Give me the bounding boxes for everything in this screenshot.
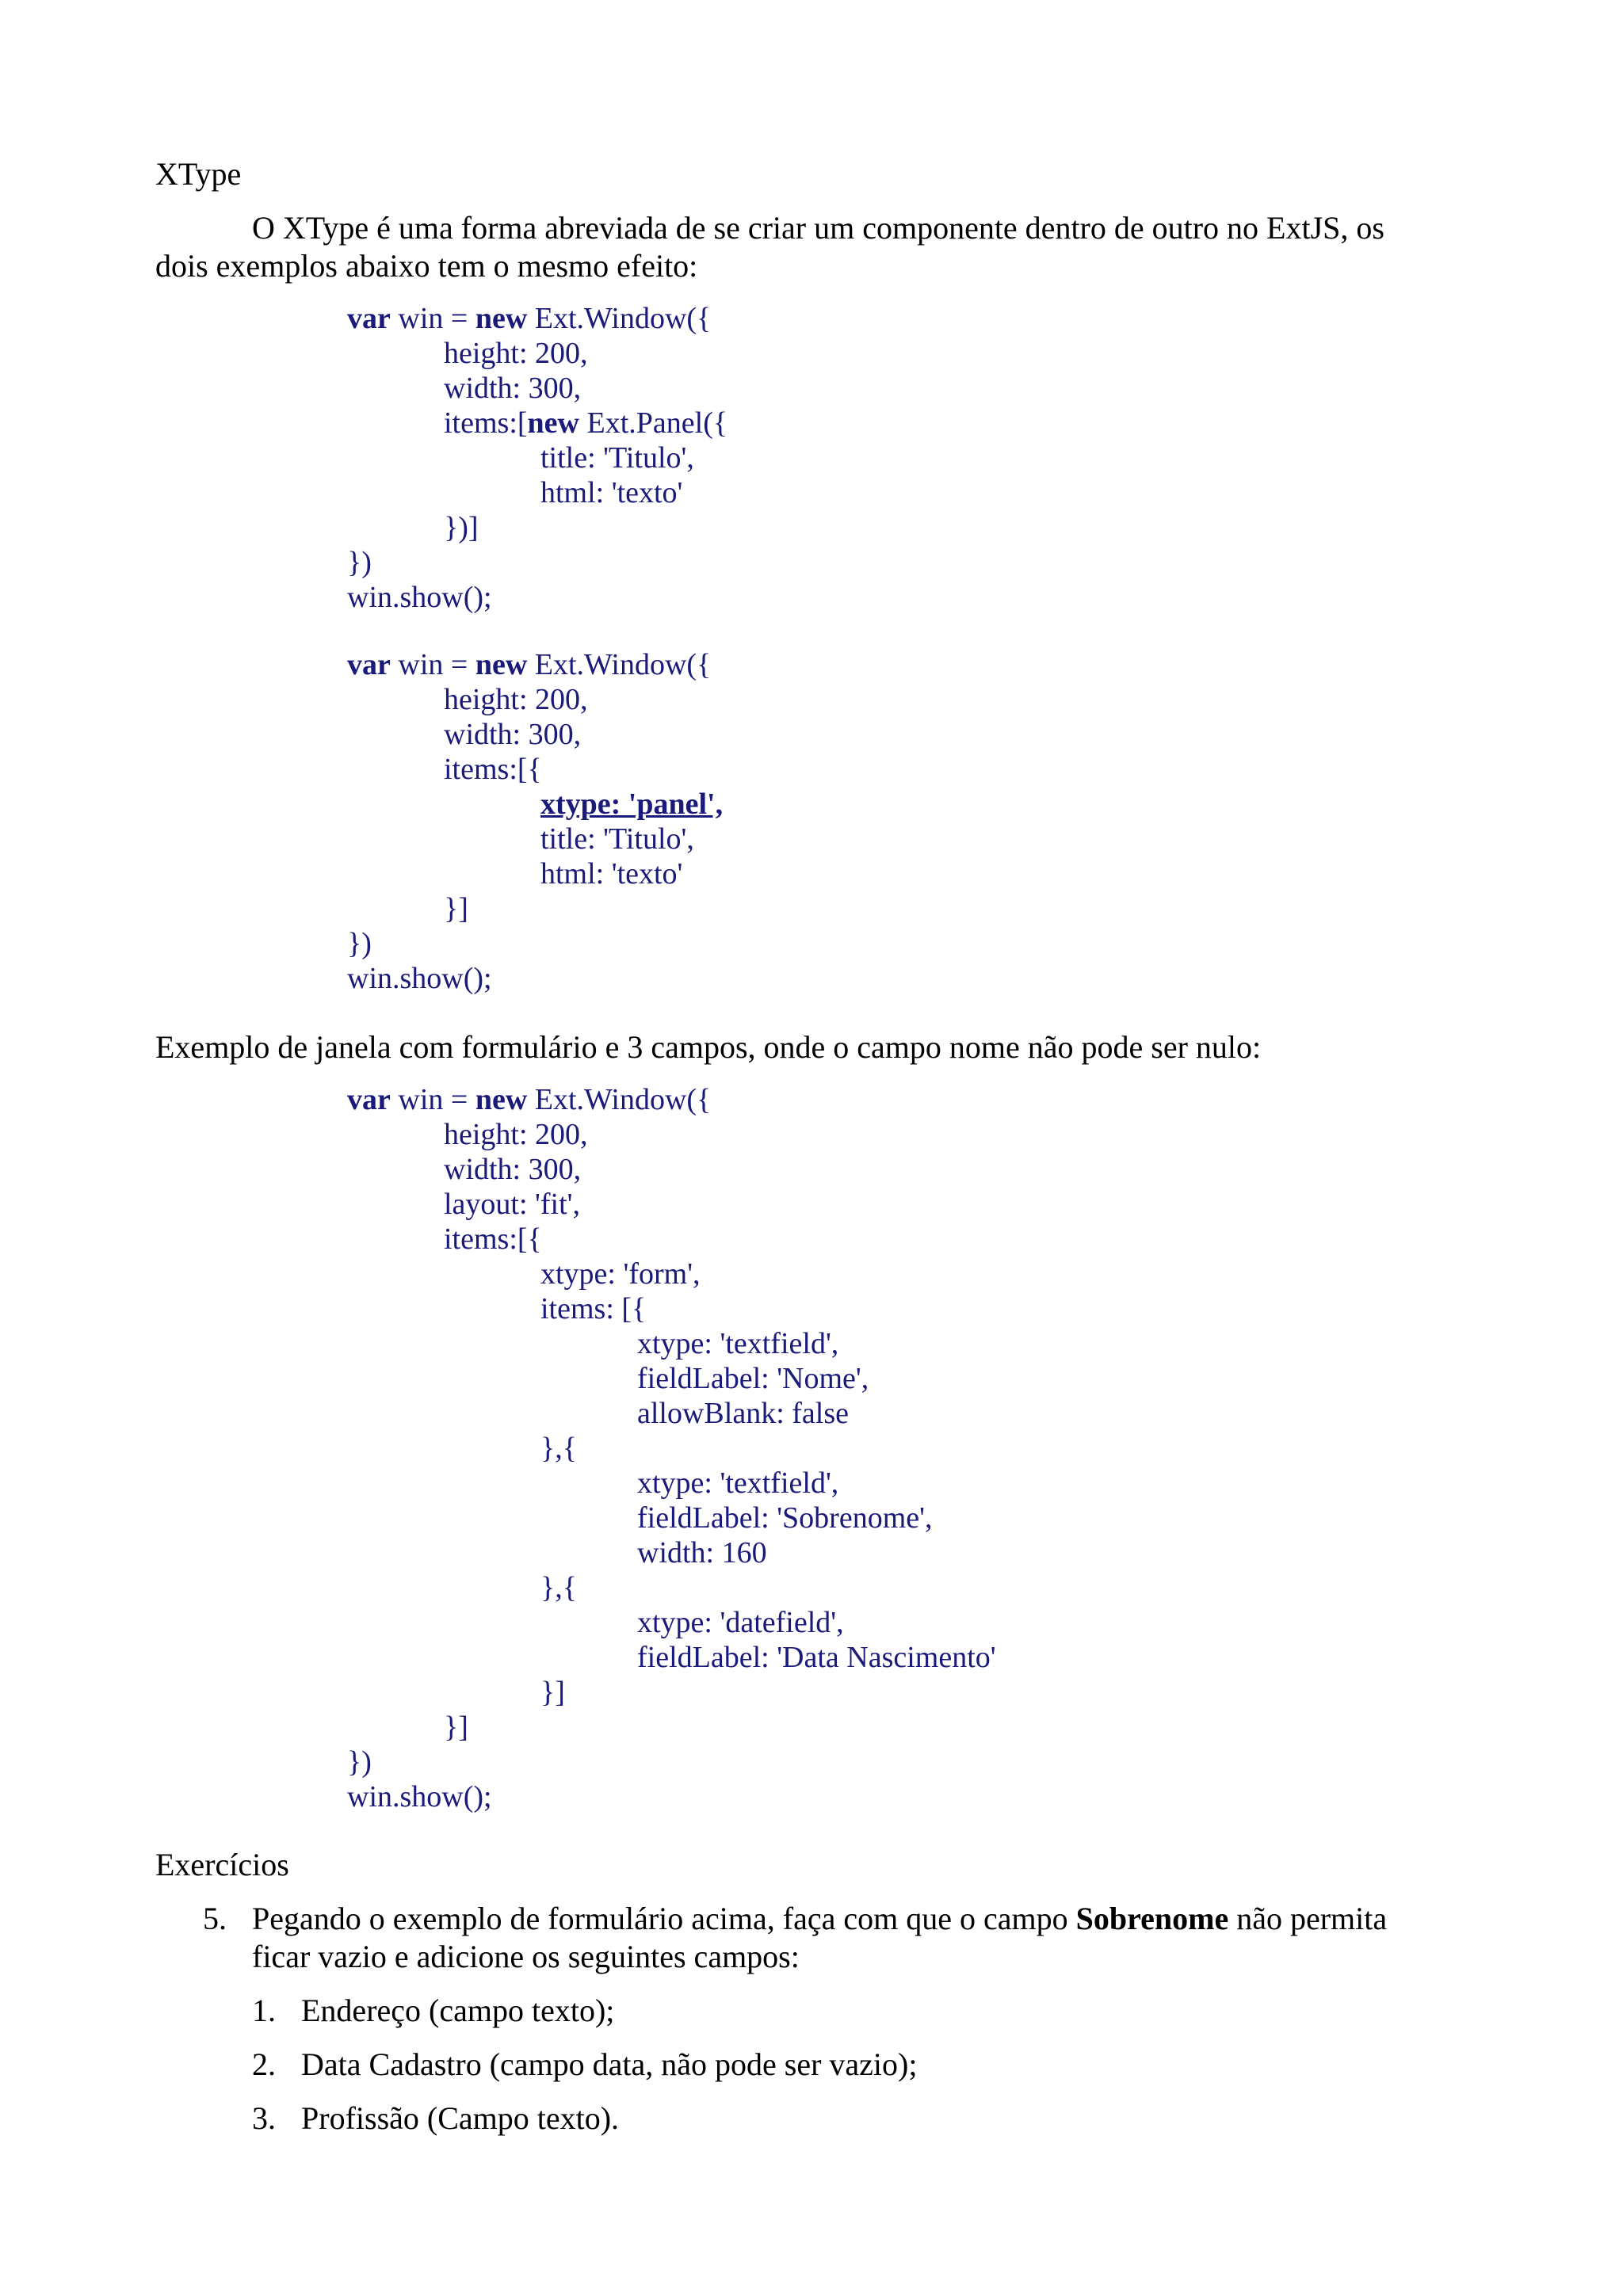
- list-item-number: 3.: [252, 2100, 276, 2136]
- keyword-var: var: [347, 302, 391, 335]
- code3-line-5: items:[{: [444, 1222, 542, 1256]
- code3-line-2: height: 200,: [444, 1118, 588, 1151]
- exercise-line-1: Pegando o exemplo de formulário acima, faça com que o campo Sobrenome não permita: [252, 1901, 1388, 1936]
- code1-line-1: var win = new Ext.Window({: [347, 302, 712, 335]
- code3-line-3: width: 300,: [444, 1153, 582, 1186]
- list-item-number: 2.: [252, 2046, 276, 2082]
- keyword-var: var: [347, 1083, 391, 1116]
- code2-line-6: title: 'Titulo',: [540, 822, 694, 856]
- code3-line-7: items: [{: [540, 1292, 647, 1325]
- code2-line-9: }): [347, 927, 372, 960]
- code2-line-2: height: 200,: [444, 683, 588, 716]
- exercises-heading: Exercícios: [155, 1847, 289, 1882]
- xtype-panel-highlight: xtype: 'panel',: [540, 788, 724, 821]
- list-item: Endereço (campo texto);: [301, 1993, 615, 2028]
- code3-line-9: fieldLabel: 'Nome',: [637, 1362, 869, 1395]
- code1-line-8: }): [347, 546, 372, 579]
- code3-line-13: fieldLabel: 'Sobrenome',: [637, 1501, 933, 1535]
- code3-line-19: }]: [444, 1711, 468, 1744]
- code1-line-5: title: 'Titulo',: [540, 441, 694, 475]
- code3-line-15: },{: [540, 1571, 577, 1604]
- list-item-number: 1.: [252, 1993, 276, 2028]
- code3-line-4: layout: 'fit',: [444, 1188, 581, 1221]
- code3-line-18: }]: [540, 1676, 565, 1709]
- list-item: Profissão (Campo texto).: [301, 2100, 620, 2136]
- code3-line-21: win.show();: [347, 1780, 492, 1814]
- exercise-number: 5.: [203, 1901, 227, 1936]
- code1-line-9: win.show();: [347, 581, 492, 614]
- keyword-new: new: [527, 406, 579, 440]
- keyword-new: new: [475, 648, 528, 681]
- code2-line-3: width: 300,: [444, 718, 582, 751]
- code3-line-12: xtype: 'textfield',: [637, 1466, 839, 1500]
- code2-line-10: win.show();: [347, 962, 492, 995]
- keyword-var: var: [347, 648, 391, 681]
- code3-line-16: xtype: 'datefield',: [637, 1606, 844, 1639]
- list-item: Data Cadastro (campo data, não pode ser vazio);: [301, 2046, 918, 2082]
- code1-line-2: height: 200,: [444, 337, 588, 370]
- code3-line-10: allowBlank: false: [637, 1397, 849, 1430]
- code1-line-6: html: 'texto': [540, 476, 683, 509]
- keyword-new: new: [475, 302, 528, 335]
- code1-line-7: })]: [444, 511, 479, 544]
- intro-line-2: dois exemplos abaixo tem o mesmo efeito:: [155, 248, 698, 284]
- exercise-line-2: ficar vazio e adicione os seguintes campos:: [252, 1939, 800, 1974]
- code1-line-4: items:[new Ext.Panel({: [444, 406, 728, 440]
- field-name-bold: Sobrenome: [1075, 1901, 1229, 1936]
- keyword-new: new: [475, 1083, 528, 1116]
- code1-line-3: width: 300,: [444, 372, 582, 405]
- code3-line-11: },{: [540, 1432, 577, 1465]
- code2-line-8: }]: [444, 892, 468, 925]
- example-text: Exemplo de janela com formulário e 3 campos, onde o campo nome não pode ser nulo:: [155, 1029, 1262, 1065]
- code2-line-7: html: 'texto': [540, 857, 683, 891]
- code2-line-5: [540, 787, 723, 822]
- code2-line-4: items:[{: [444, 753, 542, 786]
- page-heading: XType: [155, 156, 242, 192]
- code3-line-20: }): [347, 1745, 372, 1779]
- code3-line-8: xtype: 'textfield',: [637, 1327, 839, 1360]
- code3-line-17: fieldLabel: 'Data Nascimento': [637, 1641, 996, 1674]
- code2-line-1: var win = new Ext.Window({: [347, 648, 712, 681]
- intro-line-1: O XType é uma forma abreviada de se criar um componente dentro de outro no ExtJS, os: [252, 210, 1384, 246]
- code3-line-6: xtype: 'form',: [540, 1257, 701, 1291]
- code3-line-14: width: 160: [637, 1536, 767, 1569]
- code3-line-1: var win = new Ext.Window({: [347, 1083, 712, 1116]
